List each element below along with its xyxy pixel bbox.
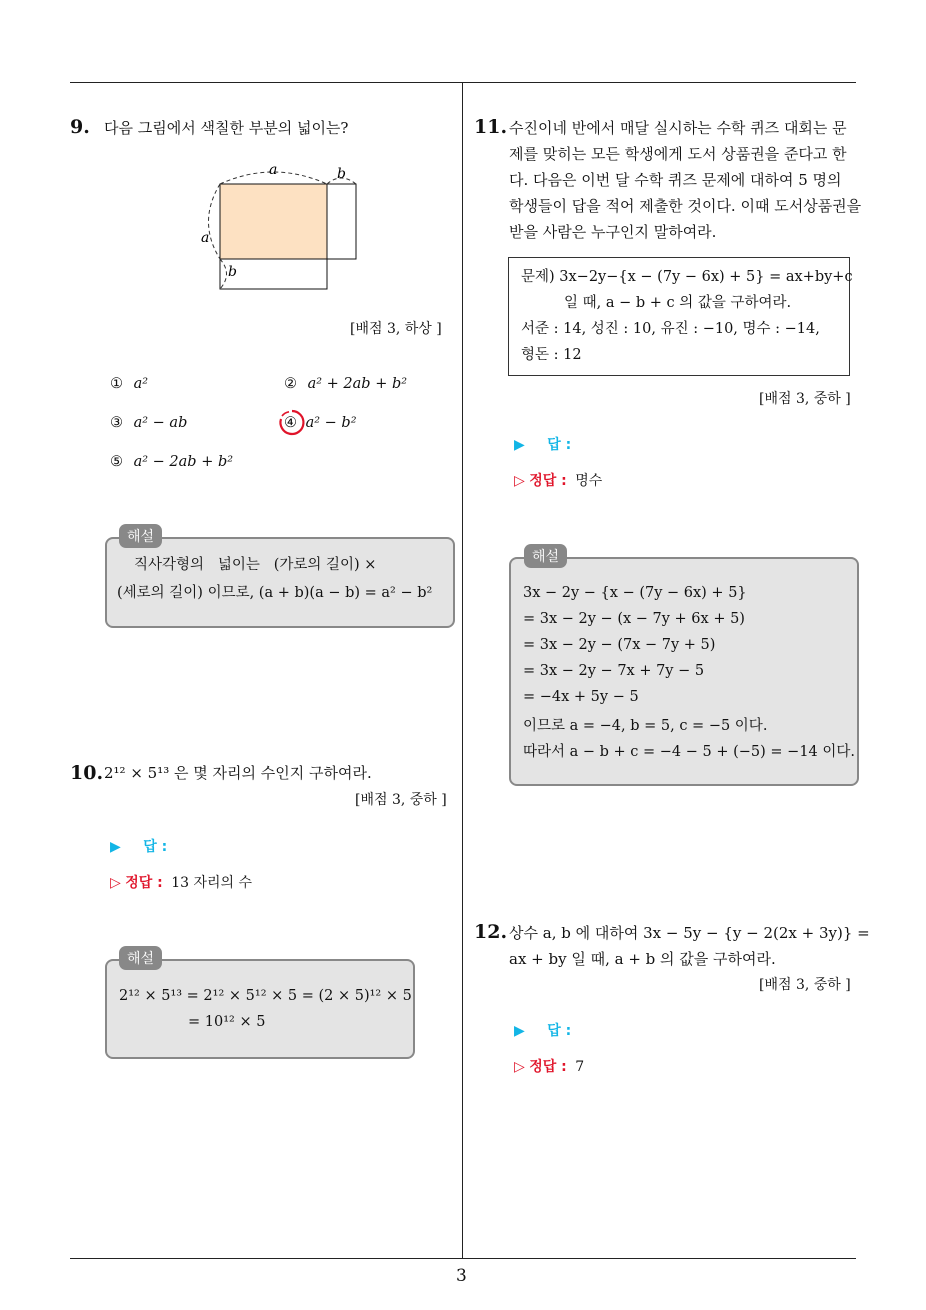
label-b-bottom: b (228, 264, 237, 280)
right-strip (327, 184, 356, 259)
q12-question-line1: 상수 a, b 에 대하여 3x − 5y − {y − 2(2x + 3y)} = (509, 924, 870, 942)
bottom-rule (70, 1258, 856, 1259)
q11-problem-line4: 형돈 : 12 (521, 347, 582, 363)
q11-meta: [배점 3, 중하 ] (759, 391, 851, 407)
choice-mark: ⑤ (110, 454, 123, 470)
q9-figure (195, 158, 365, 298)
q10-question: 2¹² × 5¹³ 은 몇 자리의 수인지 구하여라. (104, 764, 372, 782)
q11-problem-line3: 서준 : 14, 성진 : 10, 유진 : −10, 명수 : −14, (521, 321, 820, 337)
q11-solution-line7: 따라서 a − b + c = −4 − 5 + (−5) = −14 이다. (523, 744, 856, 760)
q11-correct-value: 명수 (575, 473, 603, 489)
q11-answer-row[interactable] (514, 434, 571, 454)
label-a-top: a (269, 162, 278, 178)
choice-text: a² − 2ab + b² (133, 454, 234, 470)
q11-solution-line5: = −4x + 5y − 5 (523, 689, 639, 705)
play-icon: ▶ (110, 839, 121, 855)
q10-solution-line2: = 10¹² × 5 (188, 1014, 266, 1030)
q12-number: 12. (474, 921, 508, 943)
q9-choice-3[interactable] (110, 415, 187, 431)
shaded-rectangle (220, 184, 327, 259)
choice-mark: ③ (110, 415, 123, 431)
q11-question-line5: 받을 사람은 누구인지 말하여라. (509, 223, 717, 241)
q9-choice-2[interactable] (284, 376, 407, 392)
choice-text: a² + 2ab + b² (307, 376, 408, 392)
q9-choice-1[interactable] (110, 376, 148, 392)
answer-circle-icon (277, 408, 307, 438)
q11-problem-line1: 문제) 3x−2y−{x − (7y − 6x) + 5} = ax+by+c (521, 269, 853, 285)
q9-question: 다음 그림에서 색칠한 부분의 넓이는? (104, 119, 349, 137)
choice-mark: ④ (284, 415, 297, 431)
q10-correct-value: 13 자리의 수 (171, 875, 253, 891)
q11-solution-line3: = 3x − 2y − (7x − 7y + 5) (523, 637, 716, 653)
page-number: 3 (456, 1266, 467, 1286)
q9-solution-line1: 직사각형의 넓이는 (가로의 길이) × (134, 557, 377, 573)
triangle-outline-icon: ▷ (110, 875, 121, 891)
q11-solution-line1: 3x − 2y − {x − (7y − 6x) + 5} (523, 585, 747, 601)
q11-question-line2: 제를 맞히는 모든 학생에게 도서 상품권을 준다고 한 (509, 145, 847, 163)
q11-question-line1: 수진이네 반에서 매달 실시하는 수학 퀴즈 대회는 문 (509, 119, 847, 137)
choice-text: a² (133, 376, 149, 392)
q10-meta: [배점 3, 중하 ] (355, 792, 447, 808)
q11-question-line3: 다. 다음은 이번 달 수학 퀴즈 문제에 대하여 5 명의 (509, 171, 842, 189)
q12-correct-label: 정답 : (529, 1059, 567, 1075)
triangle-outline-icon: ▷ (514, 473, 525, 489)
q10-answer-row[interactable] (110, 836, 167, 856)
column-divider (462, 83, 463, 1258)
q11-question-line4: 학생들이 답을 적어 제출한 것이다. 이때 도서상품권을 (509, 197, 862, 215)
choice-mark: ① (110, 376, 123, 392)
play-icon: ▶ (514, 437, 525, 453)
choice-mark: ② (284, 376, 297, 392)
q9-choice-5[interactable] (110, 454, 233, 470)
label-a-left: a (201, 230, 210, 246)
arc-a-left (209, 184, 221, 259)
q9-number: 9. (70, 116, 90, 138)
play-icon: ▶ (514, 1023, 525, 1039)
q12-answer-label: 답 : (547, 1023, 572, 1039)
q11-number: 11. (474, 116, 508, 138)
q9-solution-tag: 해설 (119, 524, 162, 548)
q11-correct-row (514, 470, 602, 490)
q10-answer-label: 답 : (143, 839, 168, 855)
q11-solution-tag: 해설 (524, 544, 567, 568)
label-b-top: b (337, 166, 346, 182)
q11-solution-line2: = 3x − 2y − (x − 7y + 6x + 5) (523, 611, 745, 627)
q11-answer-label: 답 : (547, 437, 572, 453)
q11-solution-line4: = 3x − 2y − 7x + 7y − 5 (523, 663, 705, 679)
q11-problem-line2: 일 때, a − b + c 의 값을 구하여라. (564, 295, 792, 311)
q12-answer-row[interactable] (514, 1020, 571, 1040)
q10-solution-line1: 2¹² × 5¹³ = 2¹² × 5¹² × 5 = (2 × 5)¹² × 5 (119, 988, 412, 1004)
q12-question-line2: ax + by 일 때, a + b 의 값을 구하여라. (509, 950, 776, 968)
q12-meta: [배점 3, 중하 ] (759, 977, 851, 993)
q10-number: 10. (70, 762, 104, 784)
top-rule (70, 82, 856, 83)
q12-correct-row (514, 1056, 584, 1076)
choice-text: a² − ab (133, 415, 188, 431)
q10-correct-label: 정답 : (125, 875, 163, 891)
q10-correct-row (110, 872, 252, 892)
q9-meta: [배점 3, 하상 ] (350, 321, 442, 337)
triangle-outline-icon: ▷ (514, 1059, 525, 1075)
choice-text: a² − b² (305, 415, 357, 431)
q9-solution-line2: (세로의 길이) 이므로, (a + b)(a − b) = a² − b² (117, 585, 433, 601)
q12-correct-value: 7 (575, 1059, 585, 1075)
q11-solution-line6: 이므로 a = −4, b = 5, c = −5 이다. (523, 718, 768, 734)
q11-correct-label: 정답 : (529, 473, 567, 489)
q10-solution-tag: 해설 (119, 946, 162, 970)
